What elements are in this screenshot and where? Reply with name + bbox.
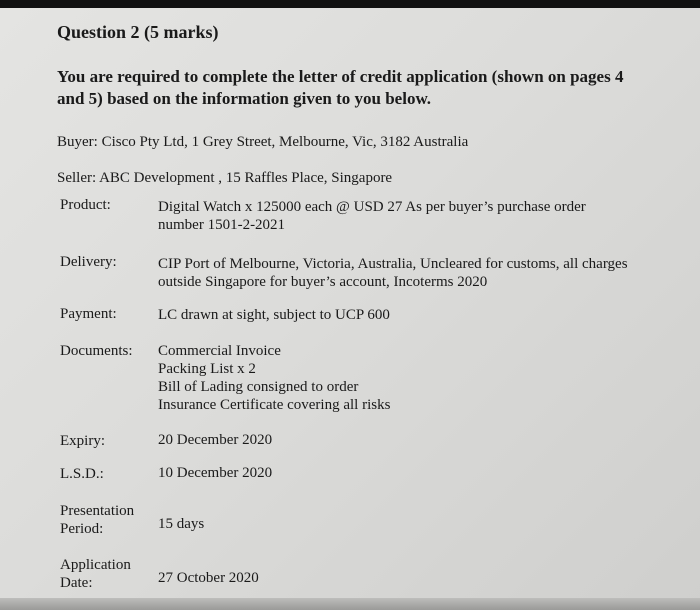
- document-item: Packing List x 2: [158, 361, 256, 377]
- seller-line: [57, 170, 392, 187]
- buyer-value: Cisco Pty Ltd, 1 Grey Street, Melbourne, Vic, 3182 Australia: [101, 134, 469, 150]
- documents-list: [158, 342, 638, 414]
- product-value: Digital Watch x 125000 each @ USD 27 As per buyer’s purchase order number 1501-2-2021: [158, 199, 586, 233]
- lsd-value: 10 December 2020: [158, 465, 273, 481]
- application-date-label-line1: Application: [60, 557, 131, 573]
- buyer-label: Buyer:: [57, 134, 98, 150]
- payment-value: LC drawn at sight, subject to UCP 600: [158, 307, 390, 323]
- application-date-value: 27 October 2020: [158, 570, 259, 586]
- question-heading: Question 2 (5 marks): [57, 22, 219, 42]
- buyer-line: [57, 134, 468, 151]
- expiry-value: 20 December 2020: [158, 432, 273, 448]
- delivery-label: Delivery:: [60, 254, 117, 270]
- top-edge: [0, 0, 700, 8]
- document-item: Insurance Certificate covering all risks: [158, 397, 391, 413]
- application-date-label: [60, 556, 131, 592]
- presentation-period-label-line1: Presentation: [60, 503, 135, 519]
- question-intro: You are required to complete the letter of credit application (shown on pages 4 and 5) based on the information given to you below.: [57, 67, 624, 108]
- product-label: Product:: [60, 197, 111, 213]
- bottom-edge: [0, 598, 700, 610]
- document-item: Commercial Invoice: [158, 343, 281, 359]
- seller-value: ABC Development , 15 Raffles Place, Singapore: [99, 170, 393, 186]
- presentation-period-value: 15 days: [158, 516, 205, 532]
- delivery-value: CIP Port of Melbourne, Victoria, Australia, Uncleared for customs, all charges outside Singapore for buyer’s account, Incoterms 2020: [158, 256, 628, 290]
- lsd-label: L.S.D.:: [60, 466, 104, 482]
- expiry-label: Expiry:: [60, 433, 105, 449]
- presentation-period-label: [60, 502, 134, 538]
- documents-label: Documents:: [60, 343, 133, 359]
- payment-label: Payment:: [60, 306, 117, 322]
- application-date-label-line2: Date:: [60, 575, 93, 591]
- presentation-period-label-line2: Period:: [60, 521, 104, 537]
- document-item: Bill of Lading consigned to order: [158, 379, 359, 395]
- seller-label: Seller:: [57, 170, 97, 186]
